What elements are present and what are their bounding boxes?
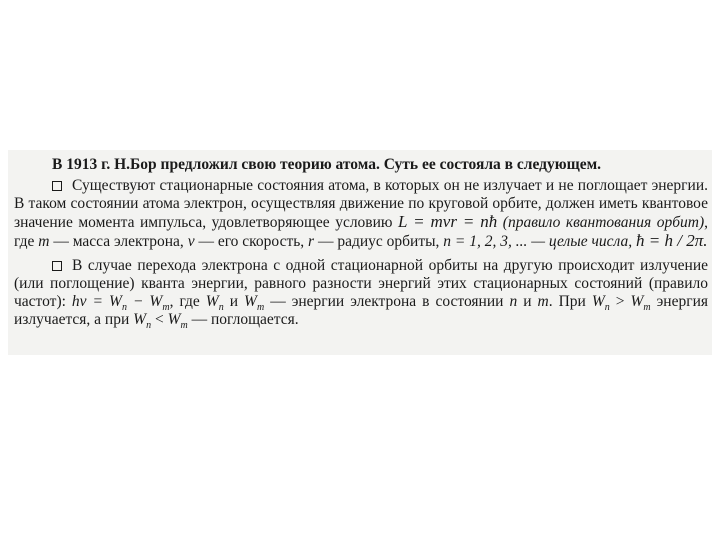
paragraph-frequency-rule: В случае перехода электрона с одной стационарной орбиты на другую происходит излучение (или поглощение) кванта энергии, равного разности энергий этих стационарных состояний (правило частот): $h\nu = W_n - W_m$, где $W_n$ и $W_m$ — энергии электрона в состоянии n и m. При $W_n > W_m$ энергия излучается, а при $W_n < W_m$ — поглощается. xyxy=(14,257,709,331)
checkbox-bullet-icon xyxy=(52,181,62,191)
frequency-formula: $h\nu = W_n - W_m$ xyxy=(71,293,170,313)
text-content xyxy=(14,156,708,335)
quantization-rule-name: (правило квантования орбит) xyxy=(502,214,705,231)
quantization-formula: L = mvr = nħ xyxy=(398,212,498,231)
checkbox-bullet-icon xyxy=(52,261,62,271)
heading: В 1913 г. Н.Бор предложил свою теорию атома. Суть ее состояла в следующем. xyxy=(52,156,602,173)
paragraph-stationary-states: Существуют стационарные состояния атома, в которых он не излучает и не поглощает энергии. В таком состоянии атома электрон, осуществляя движение по круговой орбите, должен иметь квантовое значение момента импульса, удовлетворяющее условию L = mvr = nħ (правило квантования орбит), где m — масса электрона, v — его скорость, r — радиус орбиты, n = 1, 2, 3, ... — целые числа, ħ = h / 2π. xyxy=(14,177,709,250)
hbar-definition: ħ = h / 2π. xyxy=(636,231,708,250)
